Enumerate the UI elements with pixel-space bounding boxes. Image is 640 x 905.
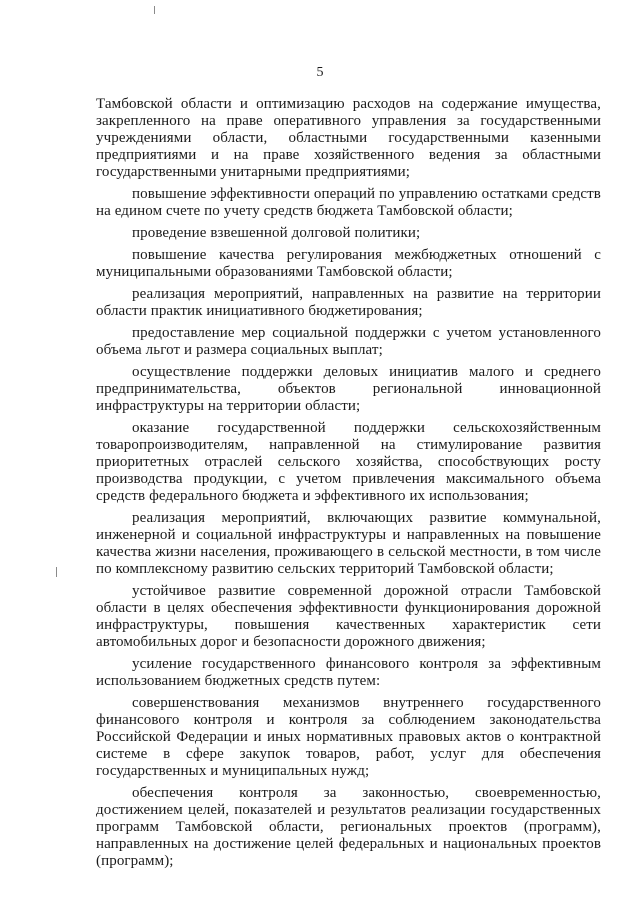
document-body bbox=[96, 96, 601, 875]
paragraph: реализация мероприятий, включающих развитие коммунальной, инженерной и социальной инфраструктуры и направленных на повышение качества жизни населения, проживающего в сельской местности, в том числе по комплексному развитию сельских территорий Тамбовской области; bbox=[96, 510, 601, 577]
paragraph: повышение эффективности операций по управлению остатками средств на едином счете по учету средств бюджета Тамбовской области; bbox=[96, 186, 601, 219]
paragraph: устойчивое развитие современной дорожной отрасли Тамбовской области в целях обеспечения эффективности функционирования дорожной инфраструктуры, повышения качественных характеристик сети автомобильных дорог и безопасности дорожного движения; bbox=[96, 583, 601, 650]
paragraph-continuation: Тамбовской области и оптимизацию расходов на содержание имущества, закрепленного на праве оперативного управления за государственными учреждениями области, областными государственными казенными предприятиями и на праве хозяйственного ведения за областными государственными унитарными предприятиями; bbox=[96, 96, 601, 180]
paragraph: усиление государственного финансового контроля за эффективным использованием бюджетных средств путем: bbox=[96, 656, 601, 689]
paragraph: реализация мероприятий, направленных на развитие на территории области практик инициативного бюджетирования; bbox=[96, 286, 601, 319]
paragraph: совершенствования механизмов внутреннего государственного финансового контроля и контроля за соблюдением законодательства Российской Федерации и иных нормативных правовых актов о контрактной системе в сфере закупок товаров, работ, услуг для обеспечения государственных и муниципальных нужд; bbox=[96, 695, 601, 779]
paragraph: оказание государственной поддержки сельскохозяйственным товаропроизводителям, направленной на стимулирование развития приоритетных отраслей сельского хозяйства, способствующих росту производства продукции, с учетом привлечения максимального объема средств федерального бюджета и эффективного их использования; bbox=[96, 420, 601, 504]
paragraph: повышение качества регулирования межбюджетных отношений с муниципальными образованиями Тамбовской области; bbox=[96, 247, 601, 280]
paragraph: осуществление поддержки деловых инициатив малого и среднего предпринимательства, объектов региональной инновационной инфраструктуры на территории области; bbox=[96, 364, 601, 414]
paragraph: проведение взвешенной долговой политики; bbox=[132, 225, 421, 241]
scan-artifact-mark bbox=[56, 567, 57, 577]
paragraph: предоставление мер социальной поддержки с учетом установленного объема льгот и размера социальных выплат; bbox=[96, 325, 601, 358]
page-number: 5 bbox=[316, 65, 324, 80]
scan-artifact-mark bbox=[154, 6, 155, 14]
paragraph: обеспечения контроля за законностью, своевременностью, достижением целей, показателей и результатов реализации государственных программ Тамбовской области, региональных проектов (программ), направленных на достижение целей федеральных и национальных проектов (программ); bbox=[96, 785, 601, 869]
